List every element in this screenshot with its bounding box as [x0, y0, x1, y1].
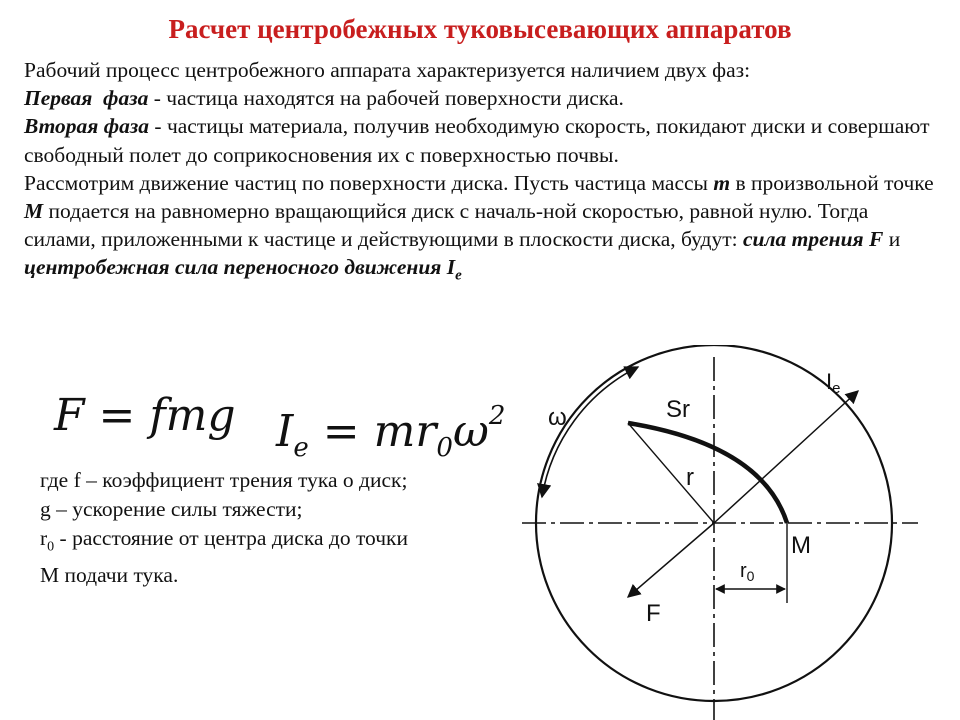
formula-omega: ω — [452, 406, 489, 457]
f-vector — [628, 523, 714, 597]
def-g: g – ускорение силы тяжести; — [40, 497, 303, 521]
def-r0-text: - расстояние от центра диска до точки — [54, 526, 409, 550]
phase1-label: Первая фаза — [24, 86, 149, 111]
r-label: r — [686, 464, 694, 491]
omega-label: ω — [548, 404, 567, 431]
def-f: где f – коэффициент трения тука о диск; — [40, 468, 408, 492]
motion-text-1: Рассмотрим движение частиц по поверхности диска. Пусть частица массы — [24, 170, 714, 195]
sr-label: Sr — [666, 396, 690, 423]
body-text — [24, 56, 944, 290]
phase2-paragraph — [24, 112, 944, 168]
friction-formula: F = fmg — [54, 390, 236, 441]
mass-symbol: m — [713, 170, 731, 195]
formula-sub-e: e — [293, 433, 309, 463]
def-r0-sub: 0 — [47, 539, 55, 555]
ie-label: Ie — [826, 369, 841, 397]
r0-label: $r_0$ — [740, 560, 755, 584]
point-symbol: М — [24, 199, 44, 224]
phase2-label: Вторая фаза — [24, 114, 150, 139]
def-r0-symbol: r — [40, 526, 48, 550]
motion-paragraph — [24, 169, 944, 290]
formula-mr: = mr — [308, 406, 437, 457]
phase1-paragraph — [24, 84, 944, 112]
phase1-text: - частица находятся на рабочей поверхности диска. — [148, 86, 624, 111]
formula-sub-0: 0 — [436, 433, 453, 463]
f-label: F — [646, 600, 661, 627]
definitions — [40, 466, 510, 590]
motion-and: и — [883, 227, 901, 252]
particle-path — [628, 423, 787, 523]
def-m: М подачи тука. — [40, 563, 179, 588]
radius-line — [628, 423, 714, 523]
disk-diagram — [500, 345, 950, 720]
intro-text: Рабочий процесс центробежного аппарата характеризуется наличием двух фаз: — [24, 58, 751, 82]
formula-I: I — [276, 406, 294, 457]
def-r0 — [40, 524, 510, 561]
formula-sup-2: 2 — [488, 401, 506, 431]
m-label: M — [791, 532, 811, 559]
intro-paragraph — [24, 56, 944, 84]
motion-text-3: подается на равномерно вращающийся диск с началь-ной скоростью, равной нулю. Тогда силами, приложенными к частице и действующими в плоскости диска, будут: — [24, 199, 869, 252]
centrifugal-subscript: e — [455, 267, 462, 284]
centrifugal-force-label: центробежная сила переносного движения I — [24, 255, 456, 280]
page-title: Расчет центробежных туковысевающих аппаратов — [168, 14, 792, 44]
formulas — [54, 386, 524, 463]
motion-text-2: в произвольной точке — [730, 170, 934, 195]
rotation-arrow — [542, 367, 638, 497]
centrifugal-formula — [276, 386, 505, 478]
friction-force-label: сила трения F — [742, 227, 884, 252]
phase2-text: - частицы материала, получив необходимую скорость, покидают диски и совершают свободный полет до соприкосновения их с поверхностью почвы. — [24, 114, 930, 167]
